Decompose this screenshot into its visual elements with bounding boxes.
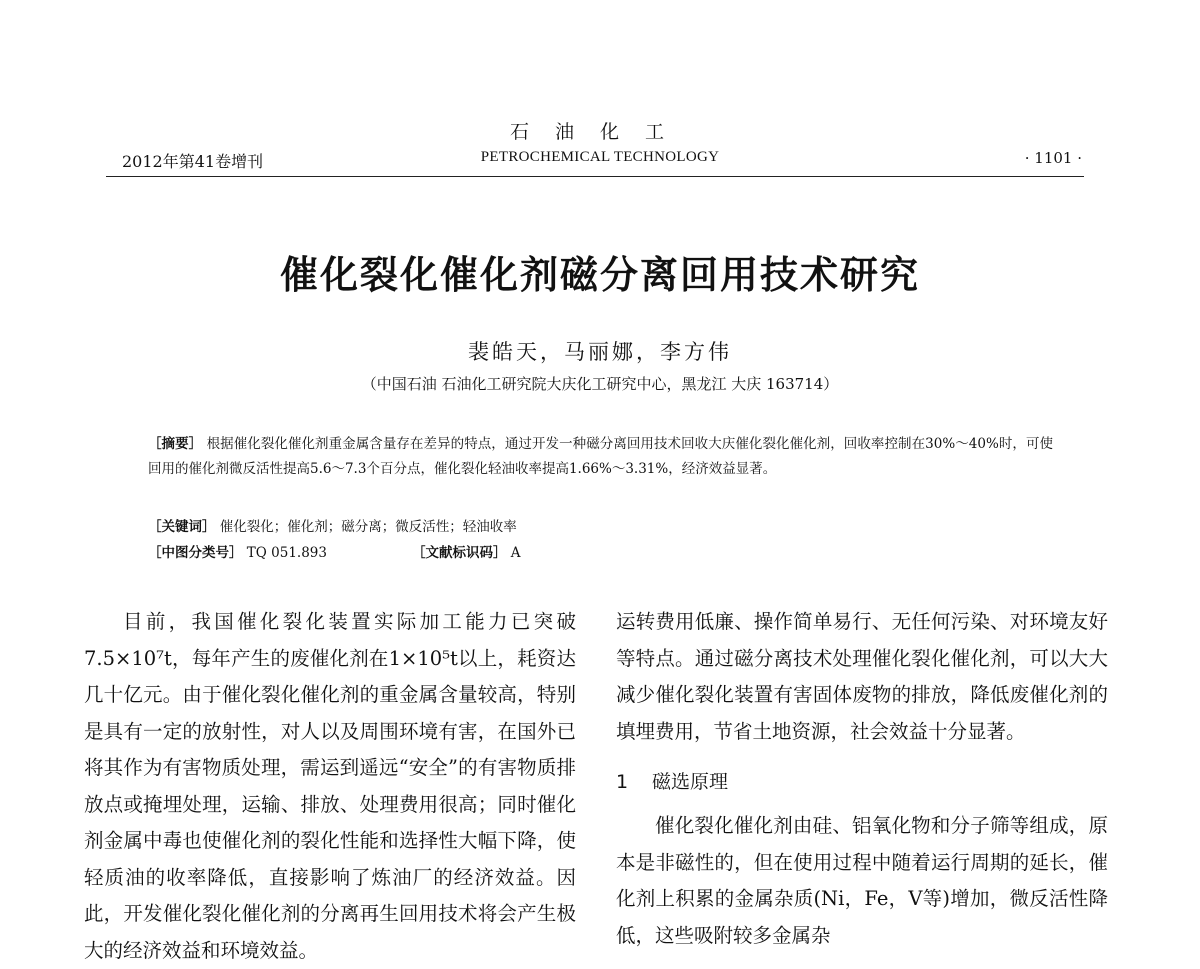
clc-value: TQ 051.893 xyxy=(246,545,327,561)
body-column-right xyxy=(616,604,1108,954)
keywords-text: 催化裂化；催化剂；磁分离；微反活性；轻油收率 xyxy=(219,519,517,535)
doc-code-label: ［文献标识码］ xyxy=(412,545,507,561)
body-paragraph: 运转费用低廉、操作简单易行、无任何污染、对环境友好等特点。通过磁分离技术处理催化裂化催化剂，可以大大减少催化裂化装置有害固体废物的排放，降低废催化剂的填埋费用，节省土地资源，社会效益十分显著。 xyxy=(616,610,1108,743)
body-column-left xyxy=(84,604,576,969)
body-paragraph: 目前，我国催化裂化装置实际加工能力已突破7.5×10⁷t，每年产生的废催化剂在1×10⁵t以上，耗资达几十亿元。由于催化裂化催化剂的重金属含量较高，特别是具有一定的放射性，对人以及周围环境有害，在国外已将其作为有害物质处理，需运到遥远“安全”的有害物质排放点或掩埋处理，运输、排放、处理费用很高；同时催化剂金属中毒也使催化剂的裂化性能和选择性大幅下降，使轻质油的收率降低，直接影响了炼油厂的经济效益。因此，开发催化裂化催化剂的分离再生回用技术将会产生极大的经济效益和环境效益。 xyxy=(84,610,576,962)
body-paragraph: 催化裂化催化剂由硅、铝氧化物和分子筛等组成，原本是非磁性的，但在使用过程中随着运行周期的延长，催化剂上积累的金属杂质(Ni，Fe，V等)增加，微反活性降低，这些吸附较多金属杂 xyxy=(616,814,1108,947)
header-rule xyxy=(106,176,1084,177)
abstract xyxy=(148,432,1053,482)
journal-name-chinese: 石油化工 xyxy=(509,121,690,143)
page-number: · 1101 · xyxy=(1024,149,1082,167)
keywords-label: ［关键词］ xyxy=(148,519,216,535)
article-authors: 裴皓天，马丽娜，李方伟 xyxy=(468,340,732,364)
keywords xyxy=(148,515,517,540)
journal-name-english: PETROCHEMICAL TECHNOLOGY xyxy=(480,149,720,165)
section-number: 1 xyxy=(616,771,629,793)
document-code xyxy=(412,541,521,566)
article-title: 催化裂化催化剂磁分离回用技术研究 xyxy=(279,253,920,297)
issue-info: 2012年第41卷增刊 xyxy=(122,152,264,171)
section-heading xyxy=(616,764,1108,800)
abstract-text: 根据催化裂化催化剂重金属含量存在差异的特点，通过开发一种磁分离回用技术回收大庆催化裂化催化剂，回收率控制在30%～40%时，可使回用的催化剂微反活性提高5.6～7.3个百分点，催化裂化轻油收率提高1.66%～3.31%，经济效益显著。 xyxy=(148,436,1054,477)
clc-label: ［中图分类号］ xyxy=(148,545,243,561)
doc-code-value: A xyxy=(510,545,521,561)
classification-number xyxy=(148,541,327,566)
author-affiliation: （中国石油 石油化工研究院大庆化工研究中心，黑龙江 大庆 163714） xyxy=(361,375,839,393)
abstract-label: ［摘要］ xyxy=(148,436,203,452)
section-title: 磁选原理 xyxy=(652,771,729,793)
